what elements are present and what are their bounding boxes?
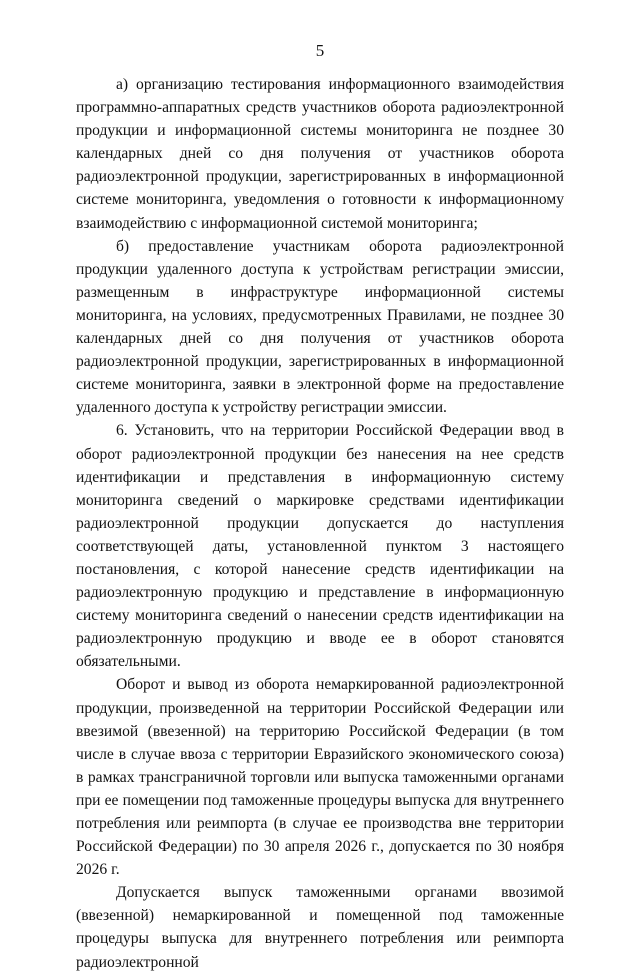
- page-number: 5: [315, 41, 325, 60]
- document-body: [76, 73, 564, 974]
- paragraph-customs-release: Допускается выпуск таможенными органами ввозимой (ввезенной) немаркированной и помещенной под таможенные процедуры выпуска для внутреннего потребления или реимпорта радиоэлектронной: [76, 884, 564, 971]
- paragraph-item-a: а) организацию тестирования информационного взаимодействия программно-аппаратных средств участников оборота радиоэлектронной продукции и информационной системы мониторинга не позднее 30 календарных дней со дня получения от участников оборота радиоэлектронной продукции, зарегистрированных в информационной системе мониторинга, уведомления о готовности к информационному взаимодействию с информационной системой мониторинга;: [76, 76, 564, 232]
- paragraph-clause-6: 6. Установить, что на территории Российской Федерации ввод в оборот радиоэлектронной продукции без нанесения на нее средств идентификации и представления в информационную систему мониторинга сведений о маркировке средствами идентификации радиоэлектронной продукции допускается до наступления соответствующей даты, установленной пунктом 3 настоящего постановления, с которой нанесение средств идентификации на радиоэлектронную продукцию и представление в информационную систему мониторинга сведений о нанесении средств идентификации на радиоэлектронную продукцию и вводе ее в оборот становятся обязательными.: [76, 422, 564, 671]
- paragraph-circulation: Оборот и вывод из оборота немаркированной радиоэлектронной продукции, произведенной на территории Российской Федерации или ввезимой (ввезенной) на территорию Российской Федерации (в том числе в случае ввоза с территории Евразийского экономического союза) в рамках трансграничной торговли или выпуска таможенными органами при ее помещении под таможенные процедуры выпуска для внутреннего потребления или реимпорта (в случае ее производства вне территории Российской Федерации) по 30 апреля 2026 г., допускается по 30 ноября 2026 г.: [76, 676, 564, 879]
- paragraph-item-b: б) предоставление участникам оборота радиоэлектронной продукции удаленного доступа к устройствам регистрации эмиссии, размещенным в инфраструктуре информационной системы мониторинга, на условиях, предусмотренных Правилами, не позднее 30 календарных дней со дня получения от участников оборота радиоэлектронной продукции, зарегистрированных в информационной системе мониторинга, заявки в электронной форме на предоставление удаленного доступа к устройству регистрации эмиссии.: [76, 237, 564, 417]
